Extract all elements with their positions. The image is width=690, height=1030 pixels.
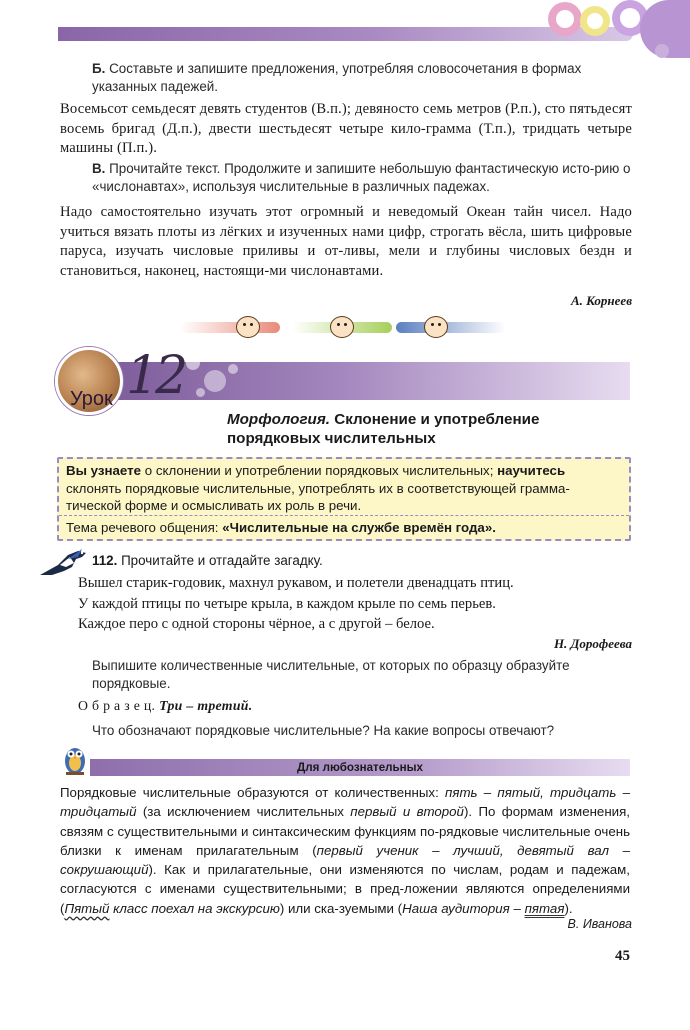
divider-strip-blue [396, 322, 506, 333]
goals-divider [59, 515, 629, 516]
speech-theme-value: «Числительные на службе времён года» [222, 520, 493, 535]
decor-bubble [196, 388, 205, 397]
riddle-line: У каждой птицы по четыре крыла, в каждом крыле по семь перьев. [78, 595, 496, 612]
exercise-instruction: Прочитайте и отгадайте загадку. [121, 553, 323, 568]
exercise-question: Что обозначают порядковые числительные? На какие вопросы отвечают? [92, 723, 555, 738]
goals-learn-label: Вы узнаете [66, 463, 142, 478]
lesson-goals-text [66, 462, 624, 515]
task-letter: В. [92, 161, 106, 176]
page-number: 45 [615, 948, 630, 964]
lesson-title-topic: Склонение и употребление порядковых числительных [227, 411, 540, 447]
decor-bubble [186, 356, 200, 370]
speech-theme: Тема речевого общения: «Числительные на службе времён года». [66, 520, 496, 535]
riddle-line: Вышел старик-годовик, махнул рукавом, и полетели двенадцать птиц. [78, 575, 514, 591]
lesson-goals-box [57, 457, 631, 541]
exercise-112-header [92, 553, 323, 568]
exercise-number: 112. [92, 553, 118, 568]
worried-face-icon [424, 316, 448, 338]
exercise-task: Выпишите количественные числительные, от которых по образцу образуйте порядковые. [92, 658, 570, 691]
task-v-instruction [92, 160, 632, 196]
decor-circle [620, 8, 640, 28]
goals-learn-text: о склонении и употреблении порядковых числительных; [144, 463, 494, 478]
divider-strip-red [180, 322, 280, 333]
curious-title: Для любознательных [297, 761, 423, 774]
top-decorative-bar [58, 27, 633, 41]
decor-circle [655, 44, 669, 58]
task-v-instruction-text: Прочитайте текст. Продолжите и запишите небольшую фантастическую исто-рию о «числонавтах», используя числительные в различных падежах. [92, 161, 631, 194]
goals-skill-label: научитесь [497, 463, 566, 478]
sample-label: О б р а з е ц. [78, 698, 156, 713]
riddle-line: Каждое перо с одной стороны чёрное, а с другой – белое. [78, 616, 435, 632]
riddle-author: Н. Дорофеева [553, 636, 632, 651]
task-letter: Б. [92, 61, 106, 76]
curious-author: В. Иванова [567, 917, 632, 931]
curious-text: Порядковые числительные образуются от количественных: пять – пятый, тридцать – тридцатый (за исключением числительных первый и второй). По формам изменения, связям с существительными и синтаксическим функциям по-рядковые числительные очень близки к именам прилагательным (первый ученик – лучший, девятый вал – сокрушающий). Как и прилагательные, они изменяются по числам, родам и падежам, согласуются с именами существительными; в пред-ложении являются определениями (Пятый класс поехал на экскурсию) или ска-зуемыми (Наша аудитория – пятая). [60, 785, 631, 916]
decor-circle [556, 10, 574, 28]
task-b-instruction-text: Составьте и запишите предложения, употребляя словосочетания в формах указанных падежей. [92, 61, 582, 94]
smiling-face-icon [236, 316, 260, 338]
neutral-face-icon [330, 316, 354, 338]
task-b-text: Восемьсот семьдесят девять студентов (В.п.); девяносто семь метров (Р.п.), сто пятьдесят восемь бригад (Д.п.), двести шестьдесят четыре кило-грамма (Т.п.), тридцать четыре машины (П.п.). [60, 101, 632, 156]
owl-icon [62, 744, 88, 776]
lesson-number: 12 [126, 346, 185, 406]
task-v-text: Надо самостоятельно изучать этот огромный и неведомый Океан тайн чисел. Надо учиться вязать плоты из лёгких и изученных нами цифр, строгать вёсла, шить цифровые паруса, изучать числовые приливы и от-ливы, мели и глубины числовых бездн и становиться, наконец, настоящи-ми числонавтами. [60, 204, 632, 279]
sample [78, 698, 253, 714]
lesson-title [227, 410, 627, 448]
decor-bubble [228, 364, 238, 374]
lesson-label: Урок [70, 388, 113, 410]
decor-circle [587, 13, 603, 29]
task-v-author: А. Корнеев [570, 293, 632, 308]
sample-value: Три – третий. [159, 698, 253, 713]
speech-theme-label: Тема речевого общения: [66, 520, 219, 535]
riddle-text [78, 573, 638, 635]
curious-header-bar [90, 759, 630, 776]
task-b-instruction [92, 60, 632, 96]
lesson-title-section: Морфология. [227, 411, 330, 428]
decor-bubble [204, 370, 226, 392]
goals-skill-text: склонять порядковые числительные, употреблять их в соответствующей грамма-тической форме и осмысливать их роль в речи. [66, 480, 570, 513]
decorative-divider [180, 316, 510, 338]
